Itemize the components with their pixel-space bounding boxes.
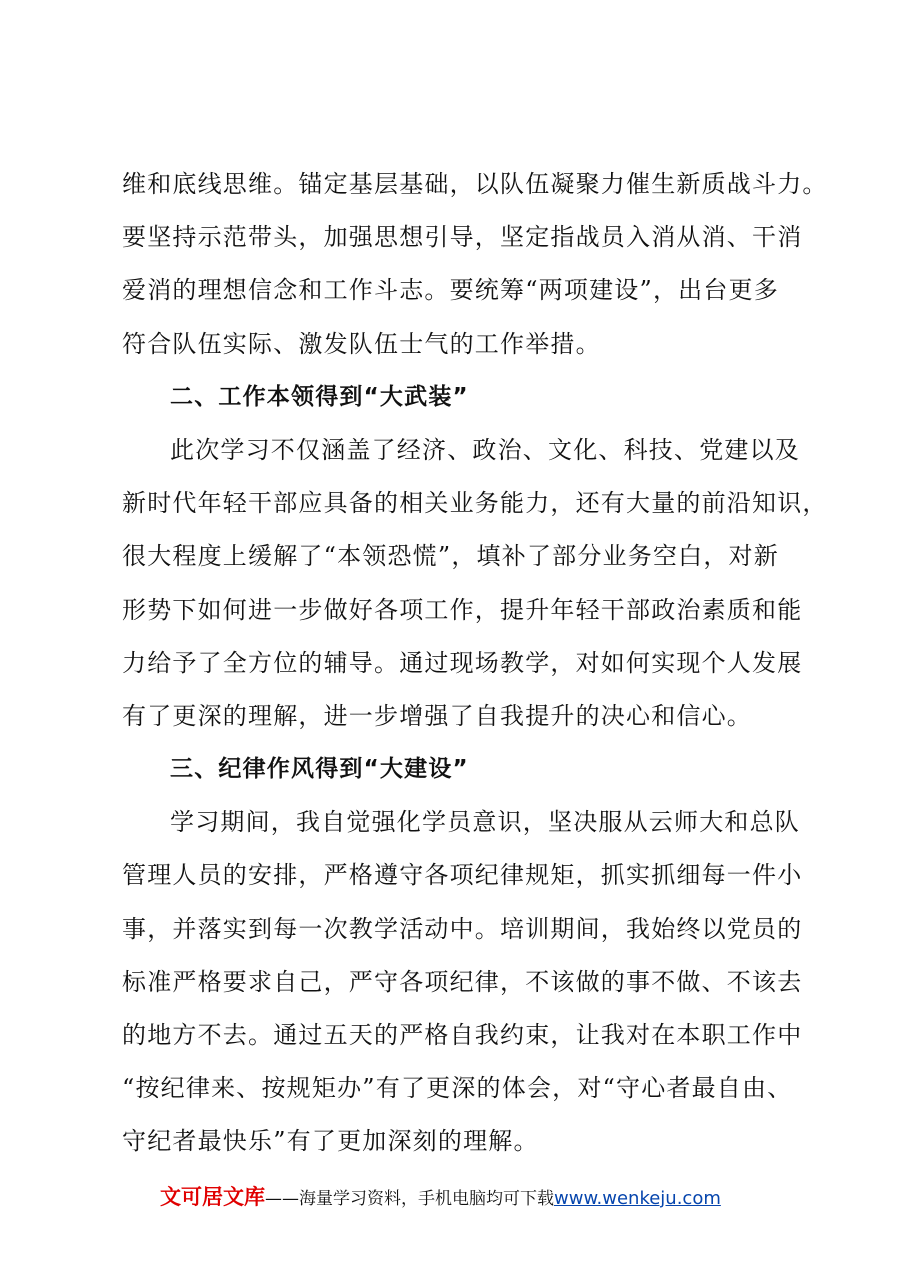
document-body [122,158,828,1169]
text-line: 标准严格要求自己，严守各项纪律，不该做的事不做、不该去 [122,967,803,996]
footer-website-link[interactable]: www.wenkeju.com [554,1188,721,1209]
text-line: 爱消的理想信念和工作斗志。要统筹“两项建设”，出台更多 [122,276,779,305]
section-heading-3: 三、纪律作风得到“大建设” [170,756,469,783]
text-line: 管理人员的安排，严格遵守各项纪律规矩，抓实抓细每一件小 [122,861,803,890]
text-line: 此次学习不仅涵盖了经济、政治、文化、科技、党建以及 [170,435,800,464]
text-line: 很大程度上缓解了“本领恐慌”，填补了部分业务空白，对新 [122,542,779,571]
footer-tagline: ——海量学习资料，手机电脑均可下载 [265,1189,554,1209]
text-line: 事，并落实到每一次教学活动中。培训期间，我始终以党员的 [122,914,803,943]
text-line: 守纪者最快乐”有了更加深刻的理解。 [122,1127,539,1156]
text-line: 的地方不去。通过五天的严格自我约束，让我对在本职工作中 [122,1021,803,1049]
paragraph-2 [122,424,828,743]
footer-banner [160,1182,721,1212]
text-line: 要坚持示范带头，加强思想引导，坚定指战员入消从消、干消 [122,223,803,252]
text-line: 学习期间，我自觉强化学员意识，坚决服从云师大和总队 [170,808,800,837]
paragraph-3 [122,796,803,1168]
text-line: 维和底线思维。锚定基层基础，以队伍凝聚力催生新质战斗力。 [122,170,828,198]
text-line: 力给予了全方位的辅导。通过现场教学，对如何实现个人发展 [122,648,803,677]
text-line: 符合队伍实际、激发队伍士气的工作举措。 [122,329,601,358]
text-line: 有了更深的理解，进一步增强了自我提升的决心和信心。 [122,701,752,730]
footer-brand: 文可居文库 [160,1185,265,1209]
paragraph-1 [122,158,828,371]
section-heading-2: 二、工作本领得到“大武装” [170,383,469,410]
text-line: 新时代年轻干部应具备的相关业务能力，还有大量的前沿知识， [122,489,828,518]
text-line: “按纪律来、按规矩办”有了更深的体会，对“守心者最自由、 [122,1074,793,1103]
text-line: 形势下如何进一步做好各项工作，提升年轻干部政治素质和能 [122,595,803,624]
